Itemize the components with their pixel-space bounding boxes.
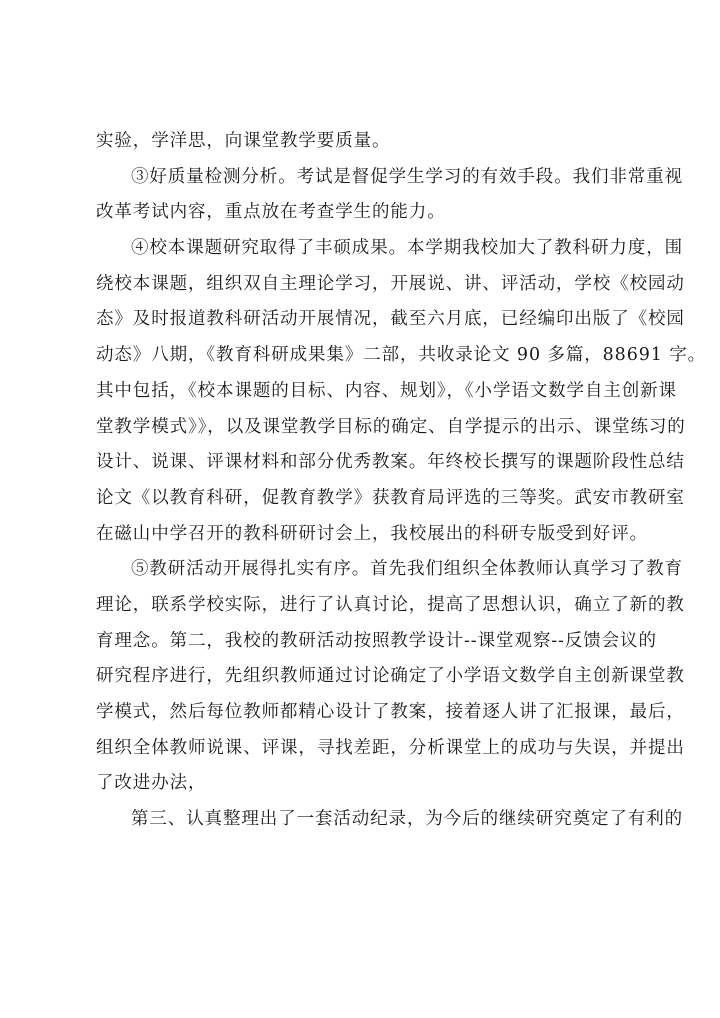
text-line: 实验，学洋思，向课堂教学要质量。	[96, 131, 391, 151]
text-line: 理论，联系学校实际，进行了认真讨论，提高了思想认识，确立了新的教	[96, 594, 685, 615]
text-line: 学模式，然后每位教师都精心设计了教案，接着逐人讲了汇报课，最后，	[96, 702, 685, 722]
text-line: 堂教学模式》》，以及课堂教学目标的确定、自学提示的出示、课堂练习的	[96, 416, 686, 437]
paragraph-start-line: ③好质量检测分析。考试是督促学生学习的有效手段。我们非常重视	[131, 166, 683, 187]
text-line: 研究程序进行，先组织教师通过讨论确定了小学语文数学自主创新课堂教	[96, 666, 685, 687]
paragraph-start-line: 第三、认真整理出了一套活动纪录，为今后的继续研究奠定了有利的	[131, 809, 683, 830]
text-line: 了改进办法，	[96, 773, 207, 794]
text-line: 论文《以教育科研，促教育教学》获教育局评选的三等奖。武安市教研室	[96, 487, 685, 508]
text-line: 组织全体教师说课、评课，寻找差距，分析课堂上的成功与失误，并提出	[96, 737, 685, 758]
document-body	[96, 124, 707, 838]
text-line: 育理念。第二，我校的教研活动按照教学设计--课堂观察--反馈会议的	[96, 630, 657, 651]
text-line: 其中包括，《校本课题的目标、内容、规划》，《小学语文数学自主创新课	[96, 380, 677, 401]
text-line: 动态》八期，《教育科研成果集》二部，共收录论文 90 多篇，88691 字。	[96, 345, 707, 366]
text-line: 态》及时报道教科研活动开展情况，截至六月底，已经编印出版了《校园	[96, 309, 685, 330]
text-line: 改革考试内容，重点放在考查学生的能力。	[96, 202, 446, 223]
paragraph-start-line: ④校本课题研究取得了丰硕成果。本学期我校加大了教科研力度，围	[131, 238, 683, 259]
text-line: 绕校本课题，组织双自主理论学习，开展说、讲、评活动，学校《校园动	[96, 273, 685, 294]
paragraph-start-line: ⑤教研活动开展得扎实有序。首先我们组织全体教师认真学习了教育	[131, 559, 683, 580]
text-line: 在磁山中学召开的教科研研讨会上，我校展出的科研专版受到好评。	[96, 523, 648, 544]
text-line: 设计、说课、评课材料和部分优秀教案。年终校长撰写的课题阶段性总结	[96, 452, 685, 473]
